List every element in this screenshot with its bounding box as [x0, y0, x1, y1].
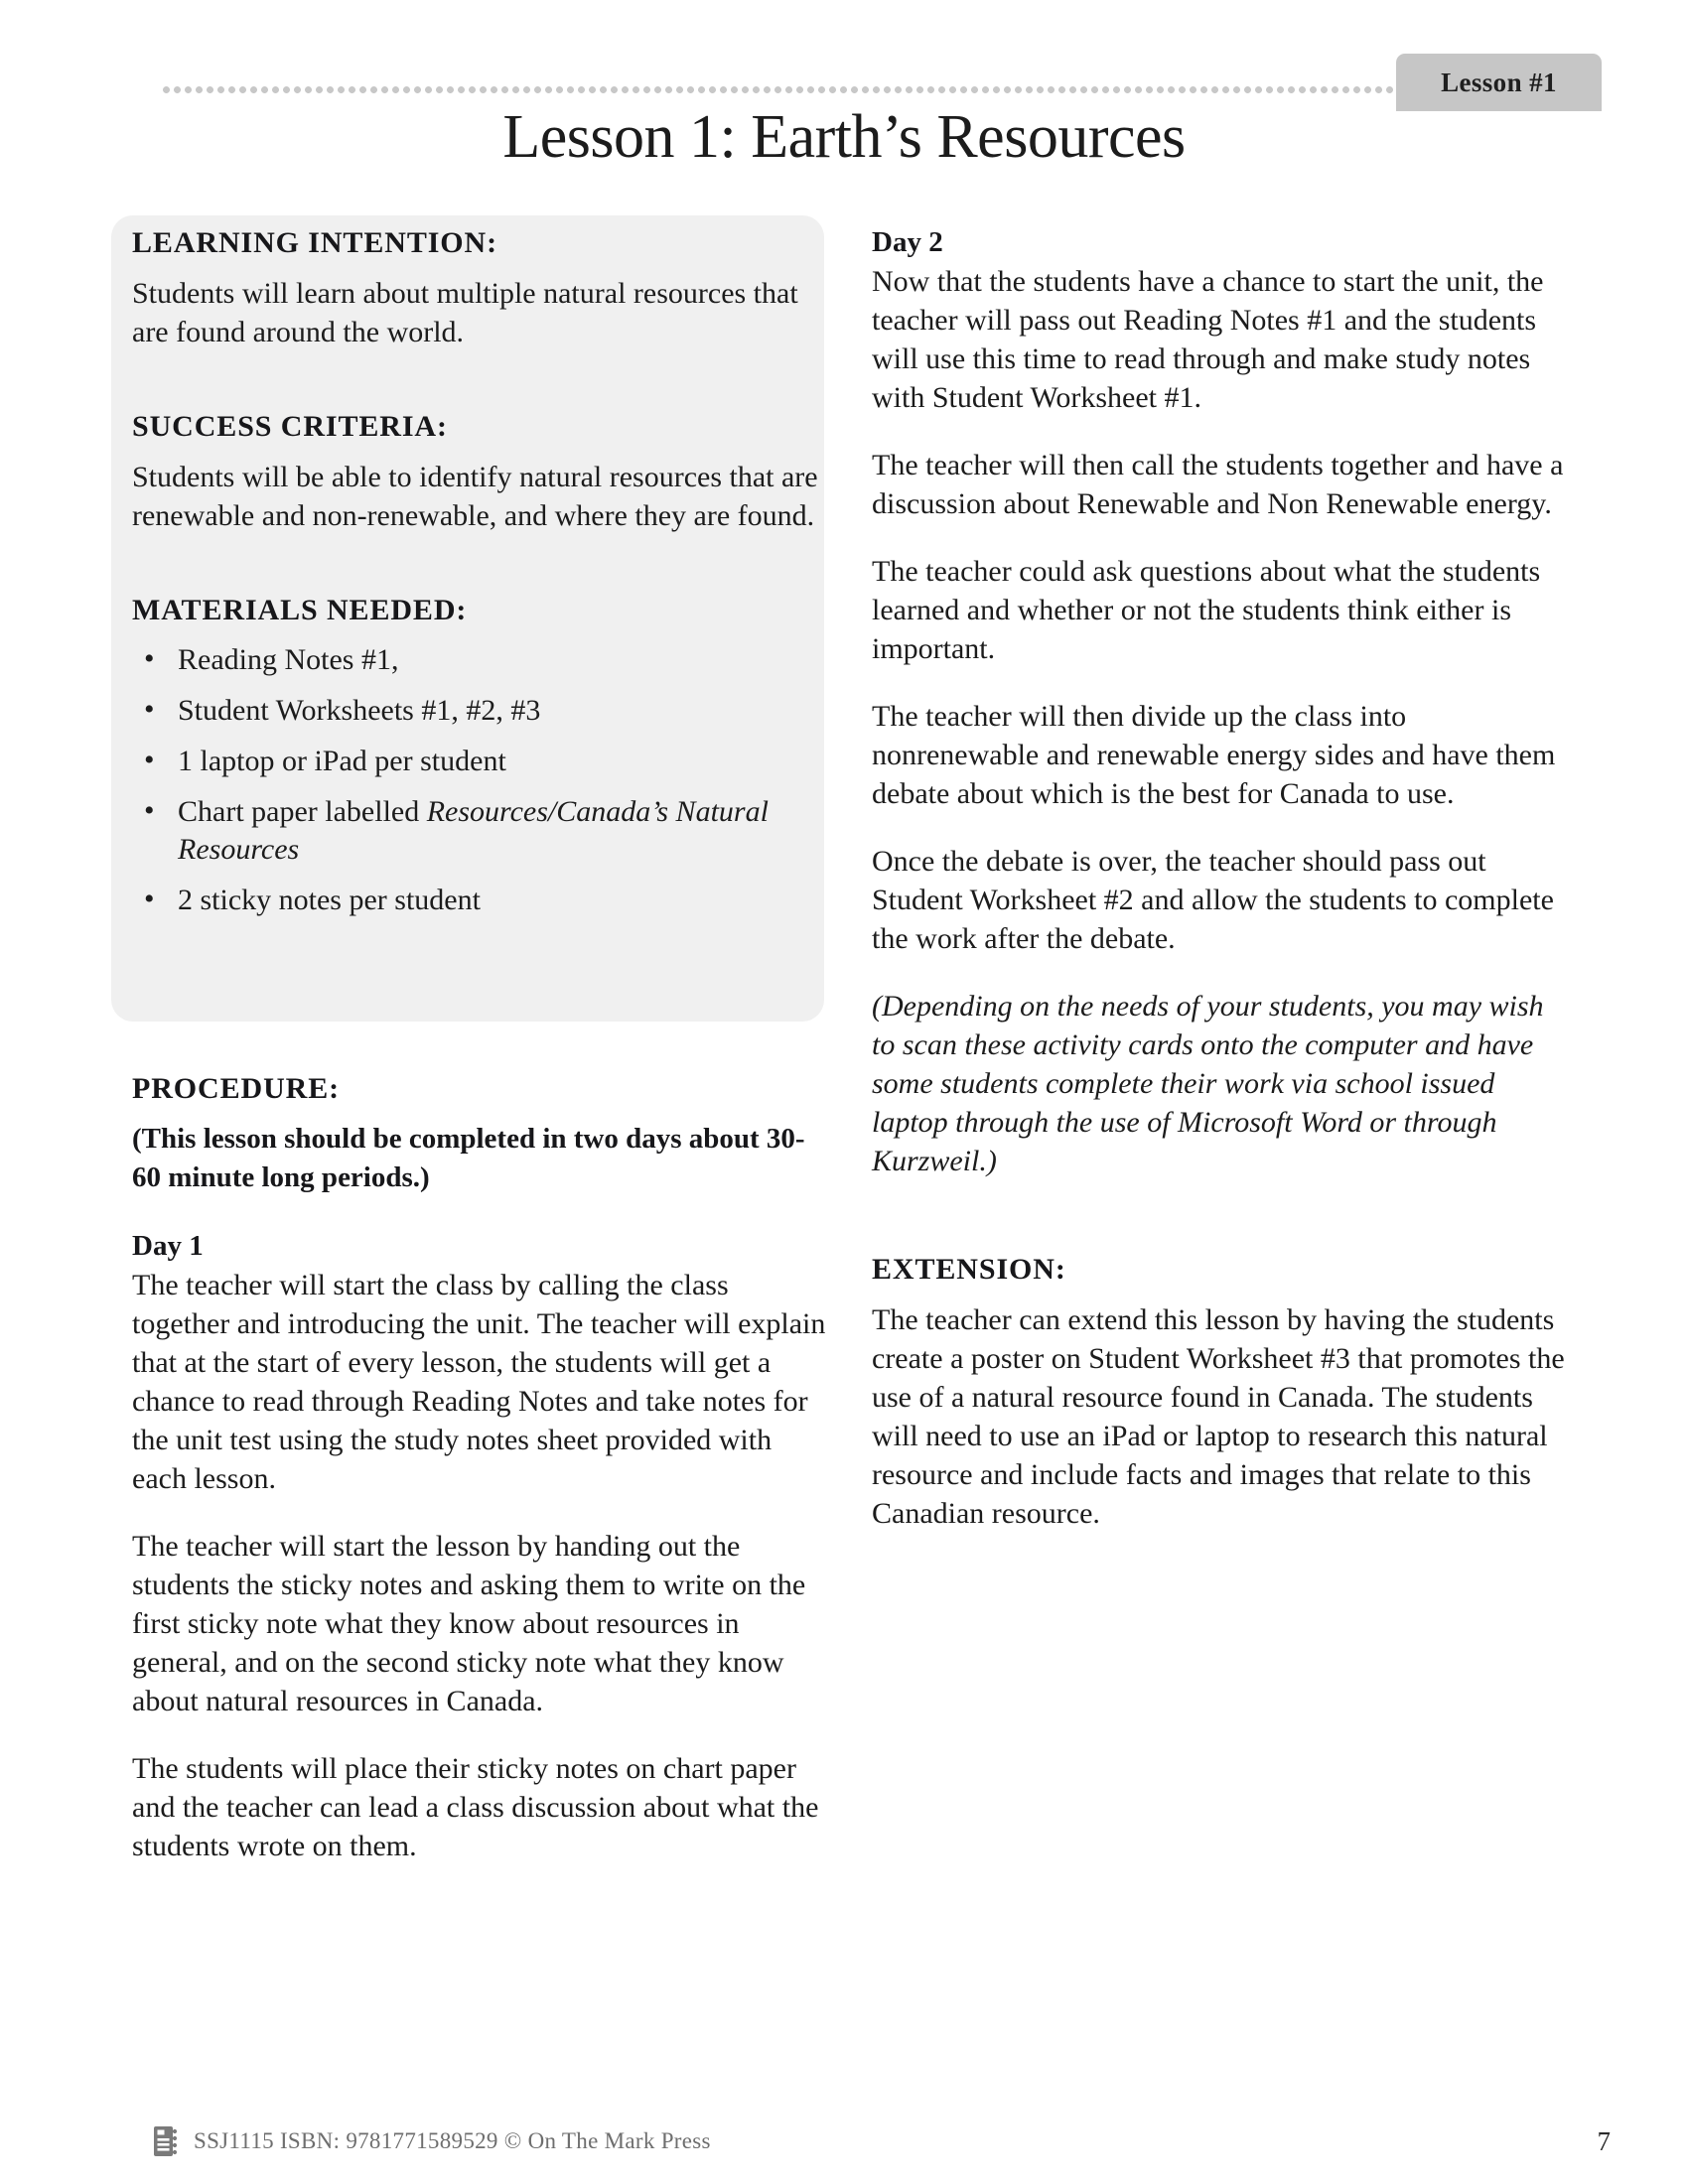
day2-paragraph: The teacher could ask questions about what the students learned and whether or not the students think either is important.	[872, 555, 1541, 665]
extension-body: The teacher can extend this lesson by having the students create a poster on Student Worksheet #3 that promotes the use of a natural resource found in Canada. The students will need to use an iPad or laptop to research this natural resource and include facts and images that relate to this Canadian resource.	[872, 1303, 1565, 1530]
right-column	[872, 226, 1567, 1562]
day2-paragraph: The teacher will then call the students together and have a discussion about Renewable and Non Renewable energy.	[872, 449, 1564, 520]
procedure-block	[132, 1072, 827, 1894]
day1-heading: Day 1	[132, 1230, 204, 1262]
materials-list	[132, 641, 827, 919]
learning-intention-body: Students will learn about multiple natural resources that are found around the world.	[132, 277, 798, 348]
procedure-heading: PROCEDURE:	[132, 1072, 340, 1105]
day2-paragraphs	[872, 262, 1567, 958]
spacer	[132, 564, 827, 594]
extension-heading: EXTENSION:	[872, 1253, 1066, 1286]
success-criteria-heading: SUCCESS CRITERIA:	[132, 410, 448, 443]
day1-paragraph: The teacher will start the class by calling the class together and introducing the unit. The teacher will explain that at the start of every lesson, the students will get a chance to read through Reading Notes and take notes for the unit test using the study notes sheet provided with each lesson.	[132, 1269, 826, 1495]
page-header	[0, 26, 1688, 103]
day2-heading: Day 2	[872, 226, 943, 258]
left-column	[132, 226, 827, 932]
page-title: Lesson 1: Earth’s Resources	[502, 103, 1186, 171]
materials-list-item: • Student Worksheets #1, #2, #3	[132, 692, 827, 730]
day1-paragraph: The students will place their sticky notes on chart paper and the teacher can lead a class discussion about what the students wrote on them.	[132, 1752, 819, 1862]
materials-item-emphasis: Resources/Canada’s Natural Resources	[178, 795, 769, 866]
page-number: 7	[1597, 2126, 1611, 2156]
day2-paragraph: The teacher will then divide up the class into nonrenewable and renewable energy sides and have them debate about which is the best for Canada to use.	[872, 700, 1556, 810]
materials-needed-heading: MATERIALS NEEDED:	[132, 594, 468, 626]
footer-imprint-text: SSJ1115 ISBN: 9781771589529 © On The Mark Press	[194, 2128, 711, 2153]
spacer	[132, 380, 827, 410]
materials-list-item: • 2 sticky notes per student	[132, 882, 827, 919]
day1-paragraph: The teacher will start the lesson by handing out the students the sticky notes and asking them to write on the first sticky note what they know about resources in general, and on the second sticky note what they know about natural resources in Canada.	[132, 1530, 806, 1717]
day2-paragraph: Once the debate is over, the teacher should pass out Student Worksheet #2 and allow the students to complete the work after the debate.	[872, 845, 1554, 955]
teacher-note-italic: (Depending on the needs of your students, you may wish to scan these activity cards onto the computer and have some students complete their work via school issued laptop through the use of Microsoft Word or through Kurzweil.)	[872, 990, 1544, 1177]
book-icon	[154, 2126, 180, 2156]
success-criteria-body: Students will be able to identify natural resources that are renewable and non-renewable, and where they are found.	[132, 461, 818, 532]
materials-list-item: • Reading Notes #1,	[132, 641, 827, 679]
day1-paragraphs	[132, 1266, 827, 1865]
lesson-tab-label: Lesson #1	[1441, 67, 1557, 97]
dotted-divider	[162, 85, 1405, 94]
learning-intention-heading: LEARNING INTENTION:	[132, 226, 497, 259]
spacer	[872, 1209, 1567, 1253]
footer-left	[154, 2126, 711, 2156]
day2-paragraph: Now that the students have a chance to start the unit, the teacher will pass out Reading Notes #1 and the students will use this time to read through and make study notes with Student Worksheet #1.	[872, 265, 1544, 414]
materials-list-item: • Chart paper labelled Resources/Canada’s Natural Resources	[132, 793, 827, 869]
procedure-note: (This lesson should be completed in two days about 30-60 minute long periods.)	[132, 1123, 805, 1193]
page-footer	[0, 2065, 1688, 2184]
materials-list-item: • 1 laptop or iPad per student	[132, 743, 827, 780]
